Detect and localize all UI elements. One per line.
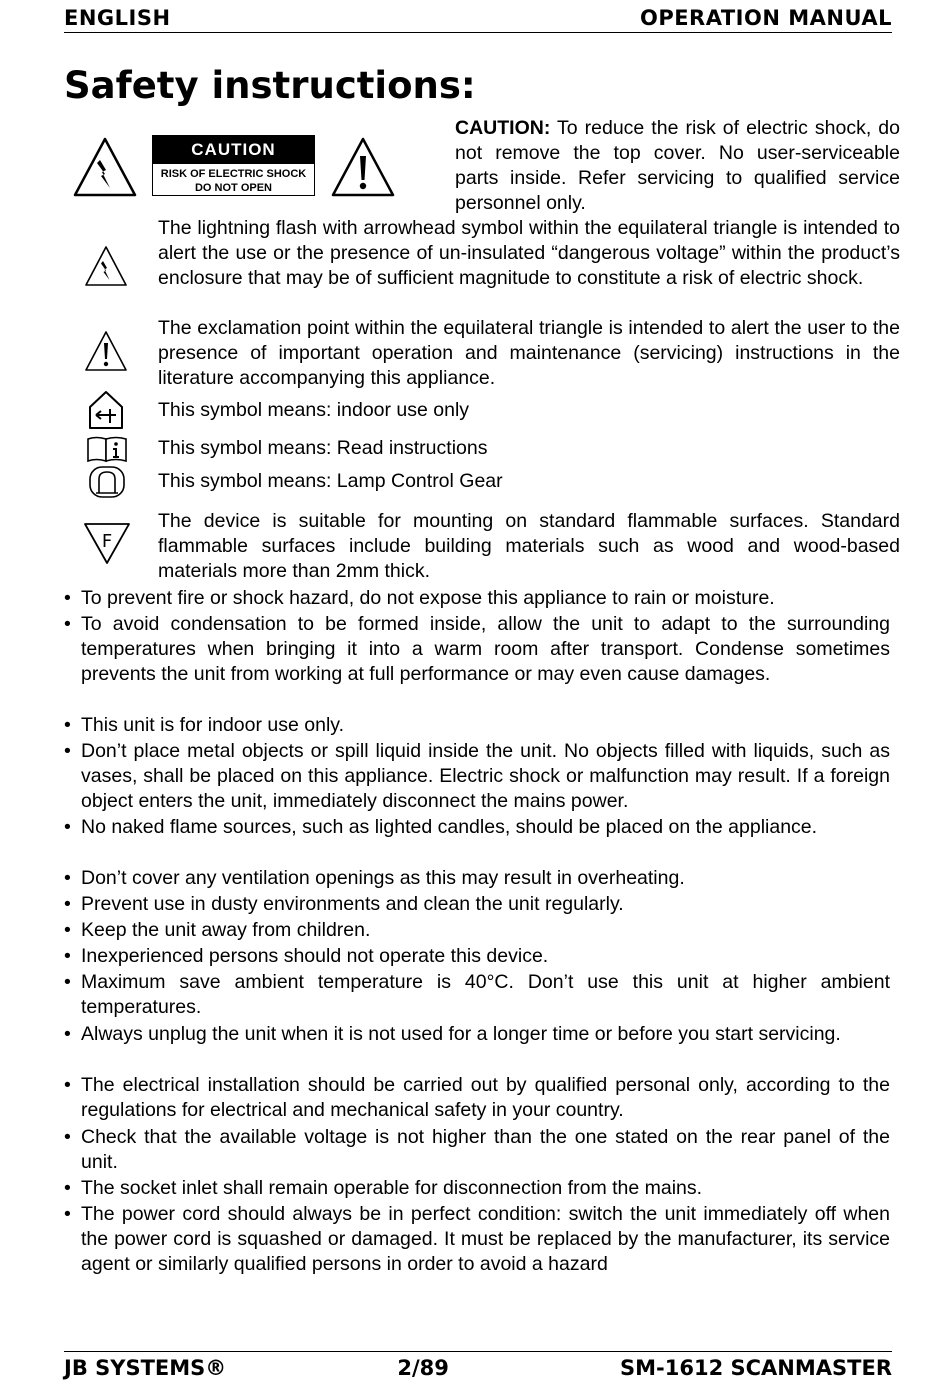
list-item bbox=[64, 815, 890, 840]
symbol-text-flammable: The device is suitable for mounting on standard flammable surfaces. Standard flammable surfaces include building materials such as wood and wood-based materials more than 2mm thick. bbox=[158, 510, 900, 582]
symbol-text-lamp: This symbol means: Lamp Control Gear bbox=[158, 470, 503, 492]
list-item-text: Don’t place metal objects or spill liquid inside the unit. No objects filled with liquids, such as vases, shall be placed on this appliance. Electric shock or malfunction may result. If a foreign object enters the unit, immediately disconnect the mains power. bbox=[81, 740, 890, 812]
list-item bbox=[64, 713, 890, 738]
list-item-text: Check that the available voltage is not higher than the one stated on the rear panel of the unit. bbox=[81, 1126, 890, 1173]
list-item-text: Inexperienced persons should not operate this device. bbox=[81, 945, 549, 967]
flammable-surface-icon bbox=[82, 520, 132, 566]
list-item bbox=[64, 612, 890, 687]
symbol-text-read: This symbol means: Read instructions bbox=[158, 437, 488, 459]
list-item bbox=[64, 1176, 890, 1201]
list-item-text: Prevent use in dusty environments and clean the unit regularly. bbox=[81, 893, 624, 915]
header-doc-type: OPERATION MANUAL bbox=[639, 6, 892, 30]
footer-brand: JB SYSTEMS® bbox=[64, 1356, 227, 1380]
bullet-icon: • bbox=[64, 919, 71, 941]
bullet-icon: • bbox=[64, 816, 71, 838]
caution-text-body: To reduce the risk of electric shock, do not remove the top cover. No user-serviceable parts inside. Refer servicing to qualified service personnel only. bbox=[455, 117, 900, 214]
exclamation-triangle-icon bbox=[330, 136, 396, 198]
bullet-icon: • bbox=[64, 1126, 71, 1148]
bullet-icon: • bbox=[64, 893, 71, 915]
list-item-text: The socket inlet shall remain operable for disconnection from the mains. bbox=[81, 1177, 703, 1199]
list-item bbox=[64, 1125, 890, 1175]
lamp-control-gear-icon bbox=[88, 465, 126, 499]
list-item-text: This unit is for indoor use only. bbox=[81, 714, 345, 736]
symbol-text-indoor: This symbol means: indoor use only bbox=[158, 399, 470, 421]
list-item-text: Maximum save ambient temperature is 40°C. Don’t use this unit at higher ambient temperatures. bbox=[81, 971, 890, 1018]
list-item bbox=[64, 739, 890, 814]
list-item bbox=[64, 586, 890, 611]
bullet-icon: • bbox=[64, 1177, 71, 1199]
list-item-text: Don’t cover any ventilation openings as this may result in overheating. bbox=[81, 867, 685, 889]
list-item-text: The power cord should always be in perfect condition: switch the unit immediately off when the power cord is squashed or damaged. It must be replaced by the manufacturer, its service agent or similarly qualified persons in order to avoid a hazard bbox=[81, 1203, 890, 1275]
page-title: Safety instructions: bbox=[64, 64, 476, 107]
bullet-icon: • bbox=[64, 714, 71, 736]
bullet-icon: • bbox=[64, 613, 71, 635]
header-language: ENGLISH bbox=[64, 6, 171, 30]
exclamation-triangle-icon bbox=[84, 330, 128, 372]
caution-label-line2: DO NOT OPEN bbox=[194, 182, 272, 194]
list-item-text: To avoid condensation to be formed inside, allow the unit to adapt to the surrounding temperatures when bringing it into a warm room after transport. Condense sometimes prevents the unit from working at full performance or may even cause damages. bbox=[81, 613, 890, 685]
bullet-icon: • bbox=[64, 1074, 71, 1096]
list-item bbox=[64, 1202, 890, 1277]
list-item bbox=[64, 1022, 890, 1047]
list-item bbox=[64, 1073, 890, 1123]
bullet-icon: • bbox=[64, 1203, 71, 1225]
symbol-text-exclamation: The exclamation point within the equilateral triangle is intended to alert the user to the presence of important operation and maintenance (servicing) instructions in the literature accompanying this appliance. bbox=[158, 317, 900, 389]
list-item-text: Keep the unit away from children. bbox=[81, 919, 371, 941]
read-instructions-icon bbox=[86, 435, 128, 463]
lightning-triangle-icon bbox=[72, 136, 138, 198]
list-item bbox=[64, 918, 890, 943]
svg-text:F: F bbox=[101, 531, 113, 552]
caution-label-title: CAUTION bbox=[153, 136, 314, 164]
list-item bbox=[64, 944, 890, 969]
list-item bbox=[64, 970, 890, 1020]
page-footer bbox=[64, 1351, 892, 1384]
list-item-text: Always unplug the unit when it is not used for a longer time or before you start servicing. bbox=[81, 1023, 841, 1045]
list-item-text: No naked flame sources, such as lighted candles, should be placed on the appliance. bbox=[81, 816, 818, 838]
list-item bbox=[64, 892, 890, 917]
bullet-icon: • bbox=[64, 867, 71, 889]
list-item bbox=[64, 866, 890, 891]
caution-label bbox=[152, 135, 315, 196]
list-item-text: The electrical installation should be carried out by qualified personal only, according to the regulations for electrical and mechanical safety in your country. bbox=[81, 1074, 890, 1121]
footer-model: SM-1612 SCANMASTER bbox=[620, 1356, 892, 1380]
page-header bbox=[64, 0, 892, 33]
caution-text bbox=[455, 116, 900, 216]
bullet-icon: • bbox=[64, 1023, 71, 1045]
bullet-icon: • bbox=[64, 587, 71, 609]
symbol-text-lightning: The lightning flash with arrowhead symbol within the equilateral triangle is intended to alert the use or the presence of un-insulated “dangerous voltage” within the product’s enclosure that may be of sufficient magnitude to constitute a risk of electric shock. bbox=[158, 217, 900, 289]
indoor-use-icon bbox=[86, 389, 126, 431]
footer-page-number: 2/89 bbox=[397, 1356, 449, 1380]
lightning-triangle-icon bbox=[84, 245, 128, 287]
caution-label-line1: RISK OF ELECTRIC SHOCK bbox=[160, 168, 307, 180]
caution-text-bold: CAUTION: bbox=[455, 117, 551, 139]
list-item-text: To prevent fire or shock hazard, do not expose this appliance to rain or moisture. bbox=[81, 587, 775, 609]
bullet-icon: • bbox=[64, 971, 71, 993]
bullet-icon: • bbox=[64, 945, 71, 967]
bullet-icon: • bbox=[64, 740, 71, 762]
